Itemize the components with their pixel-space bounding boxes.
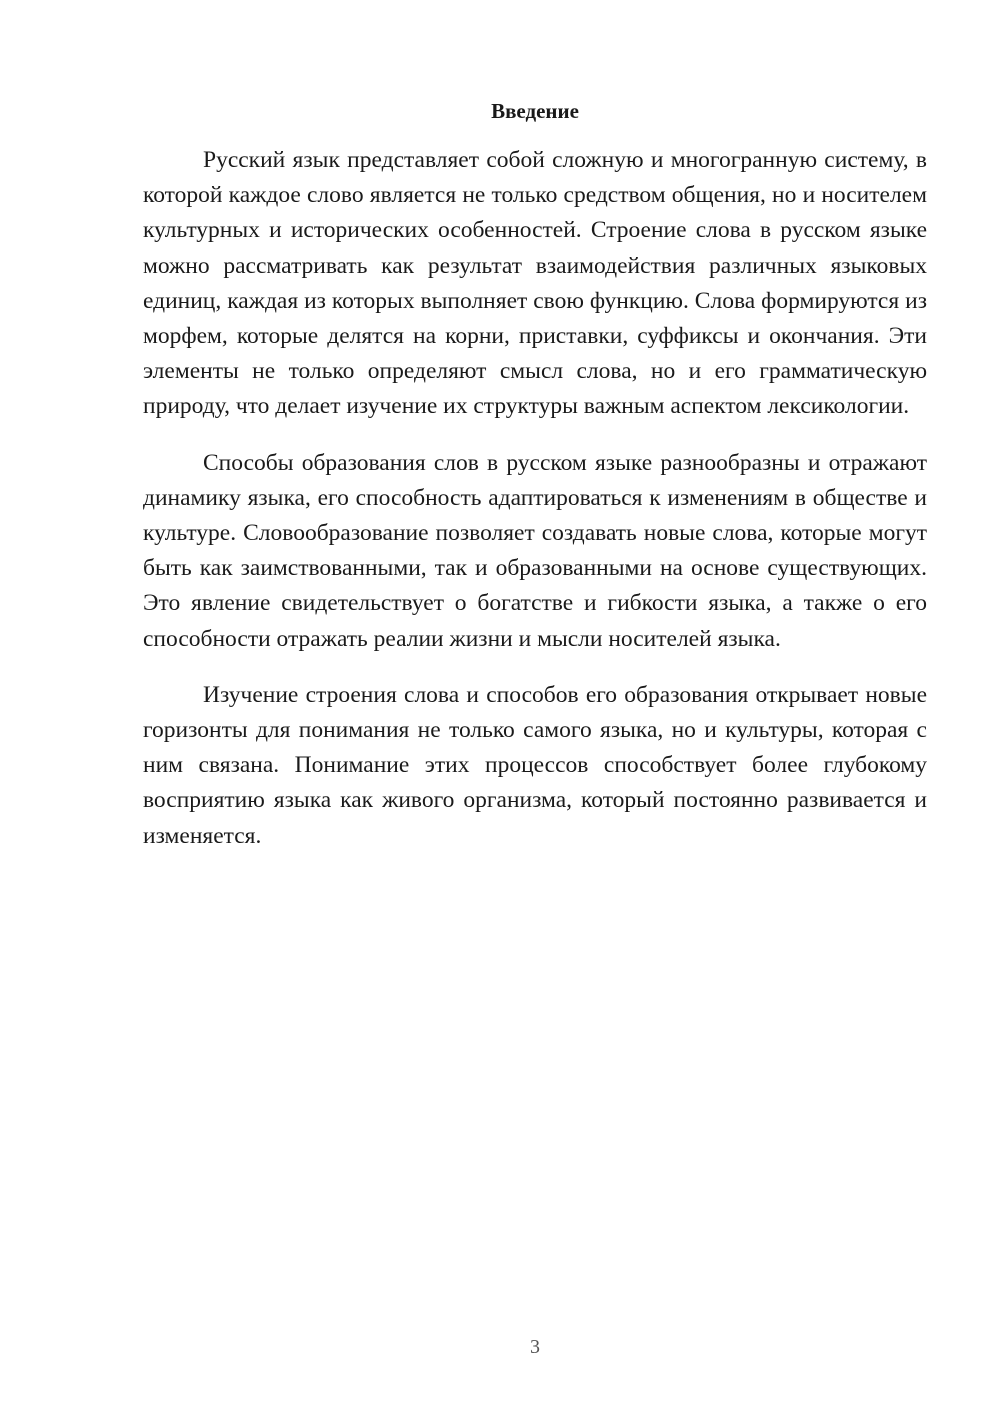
paragraph-1: Русский язык представляет собой сложную и многогранную систему, в которой каждое слово является не только средством общения, но и носителем культурных и исторических особенностей. Строение слова в русском языке можно рассматривать как результат взаимодействия различных языковых единиц, каждая из которых выполняет свою функцию. Слова формируются из морфем, которые делятся на корни, приставки, суффиксы и окончания. Эти элементы не только определяют смысл слова, но и его грамматическую природу, что делает изучение их структуры важным аспектом лексикологии.	[143, 147, 927, 420]
paragraph-3: Изучение строения слова и способов его образования открывает новые горизонты для понимания не только самого языка, но и культуры, которая с ним связана. Понимание этих процессов способствует более глубокому восприятию языка как живого организма, который постоянно развивается и изменяется.	[143, 681, 927, 849]
paragraph-2: Способы образования слов в русском языке разнообразны и отражают динамику языка, его способность адаптироваться к изменениям в обществе и культуре. Словообразование позволяет создавать новые слова, которые могут быть как заимствованными, так и образованными на основе существующих. Это явление свидетельствует о богатстве и гибкости языка, а также о его способности отражать реалии жизни и мысли носителей языка.	[143, 449, 927, 652]
page-number: 3	[530, 1336, 540, 1358]
page-title: Введение	[491, 99, 579, 123]
document-body	[143, 143, 927, 854]
